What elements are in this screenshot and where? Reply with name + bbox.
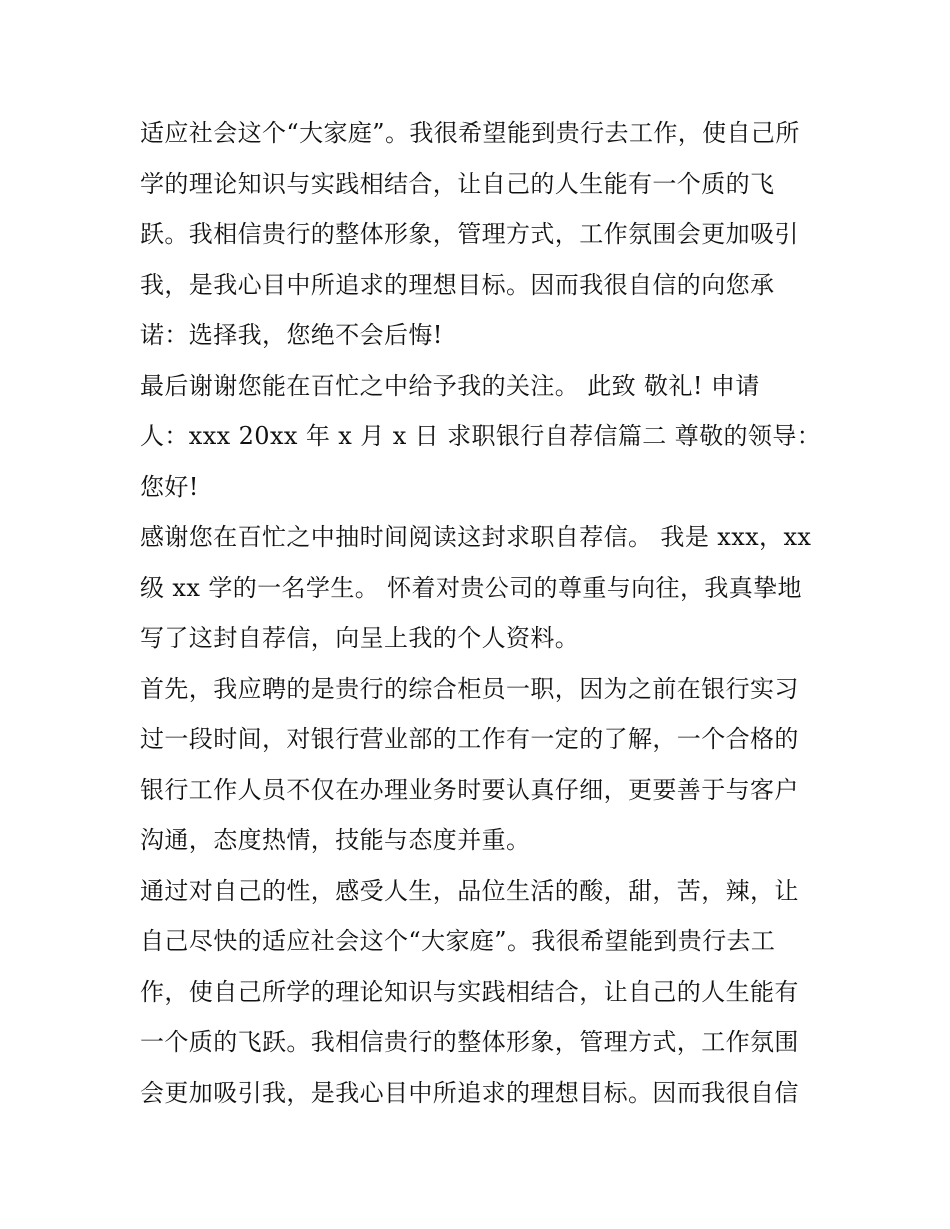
- text-line: 自己尽快的适应社会这个“大家庭”。我很希望能到贵行去工: [140, 927, 776, 955]
- text-line: 通过对自己的性，感受人生，品位生活的酸，甜，苦，辣，让: [140, 876, 799, 905]
- text-line: 过一段时间，对银行营业部的工作有一定的了解，一个合格的: [140, 725, 799, 753]
- text-line: 会更加吸引我，是我心目中所追求的理想目标。因而我很自信: [140, 1078, 799, 1107]
- text-line: 写了这封自荐信，向呈上我的个人资料。: [140, 624, 580, 652]
- body-text: [140, 108, 820, 1118]
- text-line: 最后谢谢您能在百忙之中给予我的关注。 此致 敬礼! 申请: [140, 371, 760, 400]
- text-line: 我，是我心目中所追求的理想目标。因而我很自信的向您承: [140, 270, 775, 299]
- text-line: 作，使自己所学的理论知识与实践相结合，让自己的人生能有: [140, 977, 799, 1006]
- text-line: 诺：选择我，您绝不会后悔!: [140, 321, 443, 349]
- text-line: 首先，我应聘的是贵行的综合柜员一职，因为之前在银行实习: [140, 674, 799, 703]
- text-line: 适应社会这个“大家庭”。我很希望能到贵行去工作，使自己所: [140, 119, 800, 147]
- text-line: 人：xxx 20xx 年 x 月 x 日 求职银行自荐信篇二 尊敬的领导：: [140, 422, 822, 450]
- text-line: 学的理论知识与实践相结合，让自己的人生能有一个质的飞: [140, 169, 775, 198]
- text-line: 级 xx 学的一名学生。 怀着对贵公司的尊重与向往，我真挚地: [140, 573, 802, 602]
- text-line: 一个质的飞跃。我相信贵行的整体形象，管理方式，工作氛围: [140, 1028, 799, 1056]
- text-line: 您好!: [140, 472, 199, 501]
- text-line: 银行工作人员不仅在办理业务时要认真仔细，更要善于与客户: [140, 775, 799, 804]
- text-line: 感谢您在百忙之中抽时间阅读这封求职自荐信。 我是 xxx，xx: [140, 523, 812, 551]
- text-line: 沟通，态度热情，技能与态度并重。: [140, 826, 531, 854]
- text-line: 跃。我相信贵行的整体形象，管理方式，工作氛围会更加吸引: [140, 220, 799, 248]
